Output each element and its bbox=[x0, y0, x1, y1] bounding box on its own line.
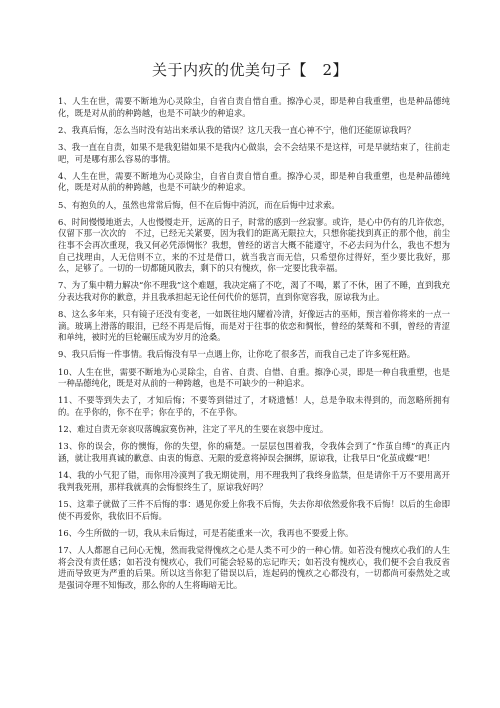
list-item: 13、你的误会，你的懊悔，你的失望，你的痛楚。一层层包围着我，令我体会到了“作茧自缚”的真正内涵，就让我用真诚的歉意、由衷的悔意、无限的爱意将掉误会捆绑，原谅我，让我早日“化茧成蝶”吧！ bbox=[58, 441, 450, 463]
list-item: 15、这辈子就做了三件不后悔的事：遇见你爱上你我不后悔，失去你却依然爱你我不后悔！以后的生命即使不再爱你，我依旧不后悔。 bbox=[58, 498, 450, 521]
list-item: 10、人生在世，需要不断地为心灵除尘，自省、自责、自惜、自重。擦净心灵，即是一种自我重塑，也是一种品德纯化，既是对从前的一种跨越，也是不可缺少的一种追求。 bbox=[58, 366, 450, 389]
list-item: 6、时间慢慢地逝去，人也慢慢走开，远离的日子，时常的感到一丝寂寥。或许，是心中仍有的几许依恋，仅留下那一次次的 不过，已经无关紧要，因为我们的距离无限拉大，只想你能找到真正的那个他，前尘往事不会再次重现，我又何必凭添惆怅？我想，曾经的诺言大概不能遵守，不必去问为什么，我也不想为自己找理由，人无信则不立，来的不过是借口，就当我言而无信，只希望你过得好，至少要比我好，那么，足够了。一切的一切都随风散去，剩下的只有愧疚，你一定要比我幸福。 bbox=[58, 216, 450, 274]
list-item: 5、有抱负的人，虽然也常常后悔，但不在后悔中消沉，而在后悔中过求索。 bbox=[58, 199, 340, 210]
list-item: 14、我的小气犯了错，而你用冷漠判了我无期徒刑，用不理我判了我终身监禁，但是请你千万不要用离开我判我死刑，那样我就真的会悔恨终生了，原谅我好吗？ bbox=[58, 470, 450, 492]
document-title: 关于内疚的优美句子【 2】 bbox=[151, 61, 349, 79]
list-item: 2、我真后悔，怎么当时没有站出来承认我的错误？这几天我一直心神不宁，他们还能原谅我吗？ bbox=[58, 124, 416, 135]
list-item: 12、难过自责无奈哀叹落魄寂寞伤神，注定了平凡的生要在哀怨中度过。 bbox=[58, 424, 329, 435]
list-item: 1、人生在世，需要不断地为心灵除尘，自省自责自惜自重。擦净心灵，即是种自我重塑，也是种品德纯化，既是对从前的种跨越，也是不可缺少的种追求。 bbox=[58, 96, 450, 118]
list-item: 16、今生所做的一切，我从未后悔过，可是若能重来一次，我再也不要爱上你。 bbox=[58, 527, 354, 538]
entry-list bbox=[58, 96, 450, 597]
list-item: 3、我一直在自责，如果不是我犯错如果不是我内心做祟，会不会结果不是这样，可是早就结束了，往前走吧，可是哪有那么容易的事情。 bbox=[58, 141, 450, 164]
list-item: 11、不要等到失去了，才知后悔；不要等到错过了，才晓遗憾！人，总是争取未得到的，而忽略所拥有的。在乎你的，你不在乎；你在乎的，不在乎你。 bbox=[58, 395, 450, 417]
list-item: 7、为了集中精力解决“你不理我”这个难题，我决定痛了不吃，渴了不喝，累了不休，困了不睡，直到我充分表达我对你的歉意，并且我承担起无论任何代价的惩罚，直到你宽容我，原谅我为止。 bbox=[58, 280, 450, 302]
list-item: 4、人生在世，需要不断地为心灵除尘，自省自责自惜自重。擦净心灵，即是种自我重塑，也是种品德纯化，既是对从前的种跨越，也是不可缺少的种追求。 bbox=[58, 170, 450, 193]
list-item: 8、这么多年来，只有镜子还没有变老，一如既往地闪耀着冷清，好像远古的巫师，预言着你将来的一点一滴。玻璃上滑落的眼泪，已经不再是后悔，而是对于往事的依恋和惆怅，曾经的桀骜和不驯，曾经的青涩和单纯，被时光的巨轮碾压成为岁月的沧桑。 bbox=[58, 309, 450, 343]
list-item: 17、人人都愿自己问心无愧，然而我觉得愧疚之心是人类不可少的一种心情。如若没有愧疚心我们的人生将会没有责任感；如若没有愧疚心，我们可能会轻易的忘记昨天；如若没有愧疚心，我们便不会自我反省进而导致更为严重的后果。所以这当你犯了错误以后，连起码的愧疚之心都没有，一切都尚可泰然处之或是强词夺理不知悔改，那么你的人生将晦暗无比。 bbox=[58, 544, 450, 590]
list-item: 9、我只后悔一件事情。我后悔没有早一点遇上你，让你吃了很多苦，而我自己走了许多冤枉路。 bbox=[58, 349, 416, 360]
